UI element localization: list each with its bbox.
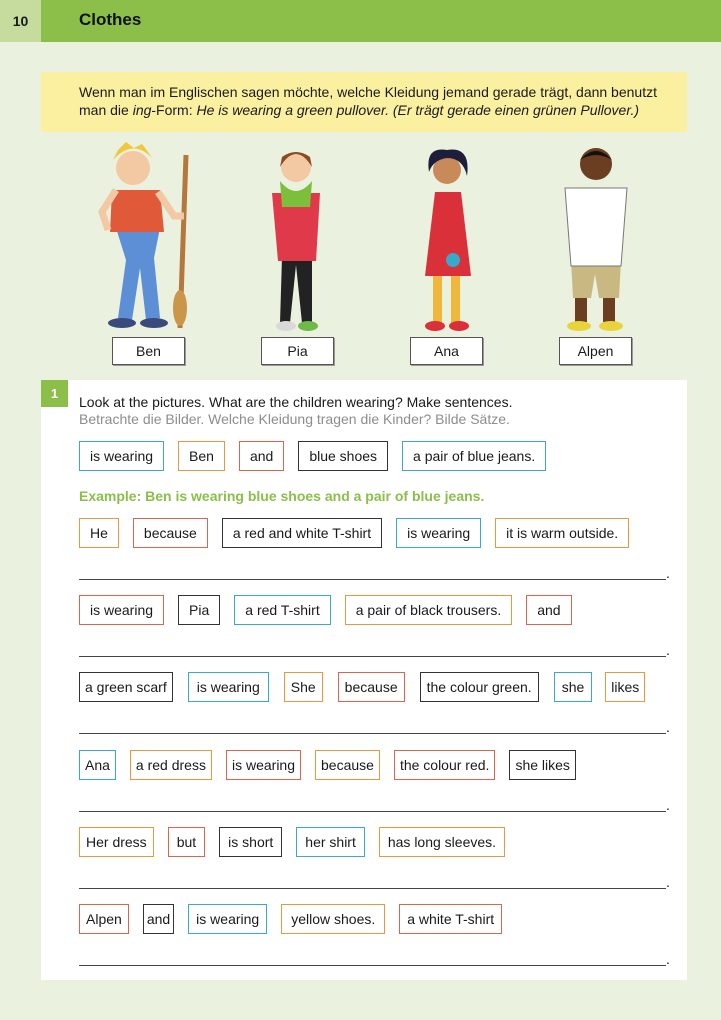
word-row-6 [79, 904, 516, 934]
instruction-german: Betrachte die Bilder. Welche Kleidung tragen die Kinder? Bilde Sätze. [79, 411, 510, 427]
word-row-4 [79, 750, 590, 780]
exercise-number: 1 [41, 380, 68, 407]
info-line-1: Wenn man im Englischen sagen möchte, welche Kleidung jemand gerade trägt, dann benutzt [79, 84, 657, 100]
example-word-row [79, 441, 560, 471]
info-box [41, 72, 687, 132]
line-end-period: . [666, 797, 670, 813]
word-card: because [315, 750, 380, 780]
word-card: because [133, 518, 208, 548]
word-card: her shirt [296, 827, 365, 857]
word-card: is wearing [79, 595, 164, 625]
answer-line-3[interactable] [79, 733, 666, 734]
instruction-english: Look at the pictures. What are the children wearing? Make sentences. [79, 394, 513, 410]
word-row-1 [79, 518, 643, 548]
word-card: Alpen [79, 904, 129, 934]
line-end-period: . [666, 951, 670, 967]
word-card: blue shoes [298, 441, 388, 471]
name-label-alpen: Alpen [559, 337, 632, 365]
word-card: is short [219, 827, 282, 857]
name-label-pia: Pia [261, 337, 334, 365]
word-card: is wearing [188, 672, 269, 702]
answer-line-1[interactable] [79, 579, 666, 580]
word-card: a pair of black trousers. [345, 595, 513, 625]
line-end-period: . [666, 565, 670, 581]
line-end-period: . [666, 642, 670, 658]
word-card: a red dress [130, 750, 212, 780]
page-title: Clothes [79, 10, 142, 29]
answer-line-6[interactable] [79, 965, 666, 966]
word-card: She [284, 672, 323, 702]
line-end-period: . [666, 719, 670, 735]
ben-illustration [88, 140, 208, 335]
word-row-2 [79, 595, 586, 625]
word-card: and [239, 441, 284, 471]
word-card: Her dress [79, 827, 154, 857]
word-row-5 [79, 827, 519, 857]
word-row-3 [79, 672, 645, 702]
answer-line-5[interactable] [79, 888, 666, 889]
word-card: has long sleeves. [379, 827, 505, 857]
line-end-period: . [666, 874, 670, 890]
word-card: Ben [178, 441, 225, 471]
word-card: the colour green. [420, 672, 539, 702]
name-label-ben: Ben [112, 337, 185, 365]
word-card: a green scarf [79, 672, 173, 702]
word-card: He [79, 518, 119, 548]
word-card: a red and white T-shirt [222, 518, 382, 548]
word-card: and [526, 595, 571, 625]
word-card: a red T-shirt [234, 595, 330, 625]
word-card: she likes [509, 750, 575, 780]
answer-line-2[interactable] [79, 656, 666, 657]
word-card: is wearing [226, 750, 301, 780]
word-card: is wearing [188, 904, 267, 934]
word-card: but [168, 827, 205, 857]
word-card: is wearing [79, 441, 164, 471]
pia-illustration [258, 145, 338, 335]
word-card: Pia [178, 595, 220, 625]
word-card: because [338, 672, 405, 702]
word-card: a pair of blue jeans. [402, 441, 546, 471]
example-sentence: Example: Ben is wearing blue shoes and a pair of blue jeans. [79, 488, 485, 504]
word-card: is wearing [396, 518, 481, 548]
alpen-illustration [555, 142, 640, 337]
word-card: and [143, 904, 174, 934]
word-card: likes [605, 672, 645, 702]
name-label-ana: Ana [410, 337, 483, 365]
page-number: 10 [0, 0, 41, 42]
word-card: the colour red. [394, 750, 496, 780]
answer-line-4[interactable] [79, 811, 666, 812]
word-card: yellow shoes. [281, 904, 385, 934]
info-line-2: man die ing-Form: He is wearing a green pullover. (Er trägt gerade einen grünen Pullover.) [79, 102, 640, 118]
ana-illustration [413, 148, 483, 333]
word-card: she [554, 672, 593, 702]
word-card: it is warm outside. [495, 518, 629, 548]
word-card: Ana [79, 750, 116, 780]
word-card: a white T-shirt [399, 904, 502, 934]
